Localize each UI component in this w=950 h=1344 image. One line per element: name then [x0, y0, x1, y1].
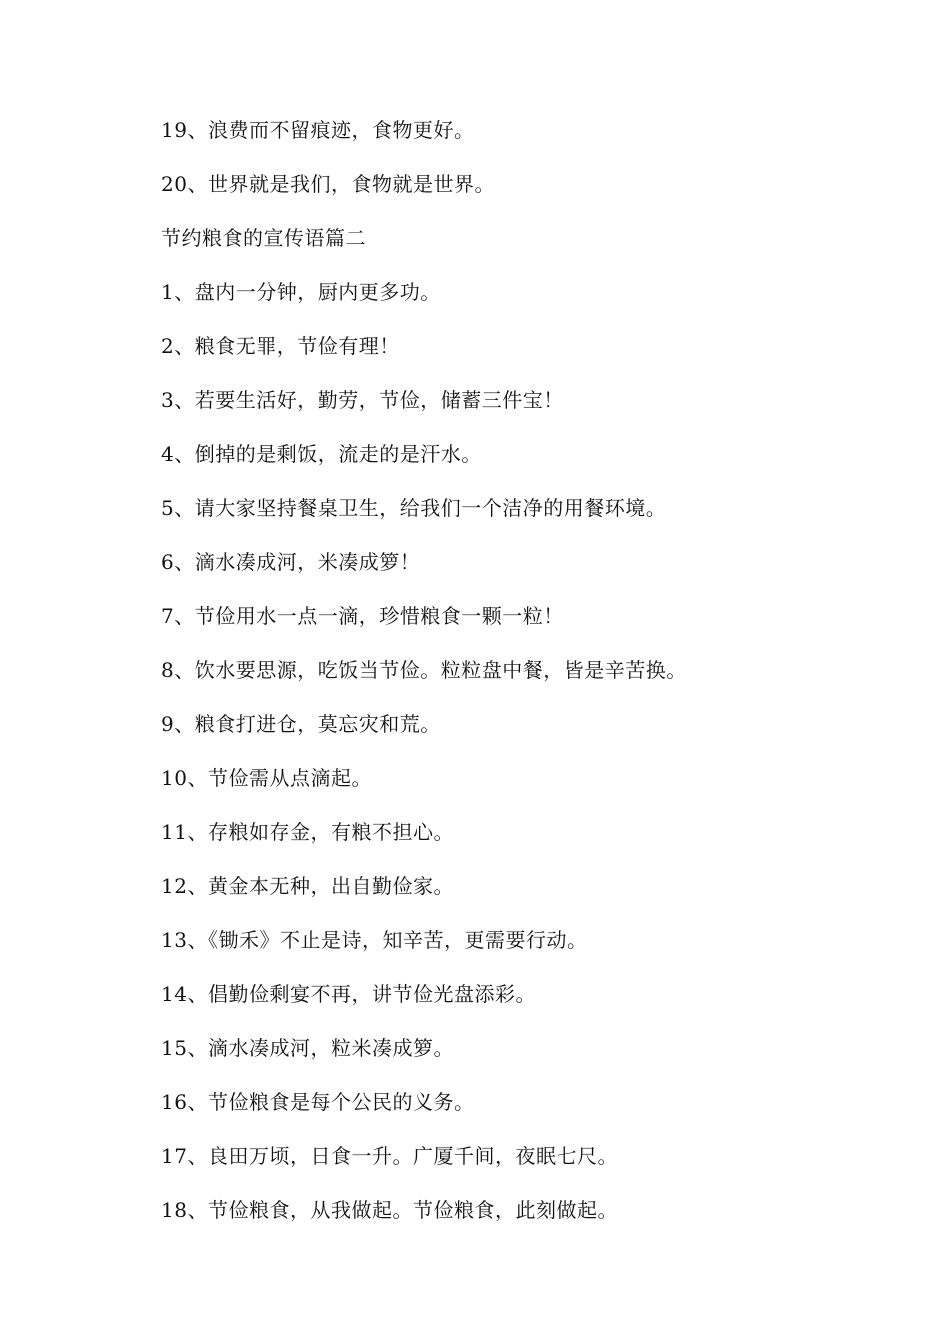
slogan-line-20: 20、世界就是我们，食物就是世界。 — [161, 172, 495, 196]
slogan-line-12: 12、黄金本无种，出自勤俭家。 — [161, 874, 454, 898]
slogan-line-6: 6、滴水凑成河，米凑成箩！ — [161, 550, 421, 574]
slogan-line-13: 13、《锄禾》不止是诗，知辛苦，更需要行动。 — [161, 928, 588, 952]
section-heading: 节约粮食的宣传语篇二 — [161, 226, 366, 250]
slogan-line-11: 11、存粮如存金，有粮不担心。 — [161, 820, 454, 844]
slogan-line-8: 8、饮水要思源，吃饭当节俭。粒粒盘中餐，皆是辛苦换。 — [161, 658, 687, 682]
slogan-line-19: 19、浪费而不留痕迹，食物更好。 — [161, 118, 475, 142]
slogan-line-16: 16、节俭粮食是每个公民的义务。 — [161, 1090, 475, 1114]
slogan-line-10: 10、节俭需从点滴起。 — [161, 766, 372, 790]
slogan-line-18: 18、节俭粮食，从我做起。节俭粮食，此刻做起。 — [161, 1198, 618, 1222]
slogan-line-7: 7、节俭用水一点一滴，珍惜粮食一颗一粒！ — [161, 604, 564, 628]
slogan-line-17: 17、良田万顷，日食一升。广厦千间，夜眠七尺。 — [161, 1144, 618, 1168]
slogan-line-3: 3、若要生活好，勤劳，节俭，储蓄三件宝！ — [161, 388, 564, 412]
slogan-line-9: 9、粮食打进仓，莫忘灾和荒。 — [161, 712, 441, 736]
slogan-line-2: 2、粮食无罪，节俭有理！ — [161, 334, 400, 358]
slogan-line-14: 14、倡勤俭剩宴不再，讲节俭光盘添彩。 — [161, 982, 536, 1006]
slogan-line-4: 4、倒掉的是剩饭，流走的是汗水。 — [161, 442, 482, 466]
slogan-line-5: 5、请大家坚持餐桌卫生，给我们一个洁净的用餐环境。 — [161, 496, 667, 520]
slogan-line-1: 1、盘内一分钟，厨内更多功。 — [161, 280, 441, 304]
slogan-line-15: 15、滴水凑成河，粒米凑成箩。 — [161, 1036, 454, 1060]
